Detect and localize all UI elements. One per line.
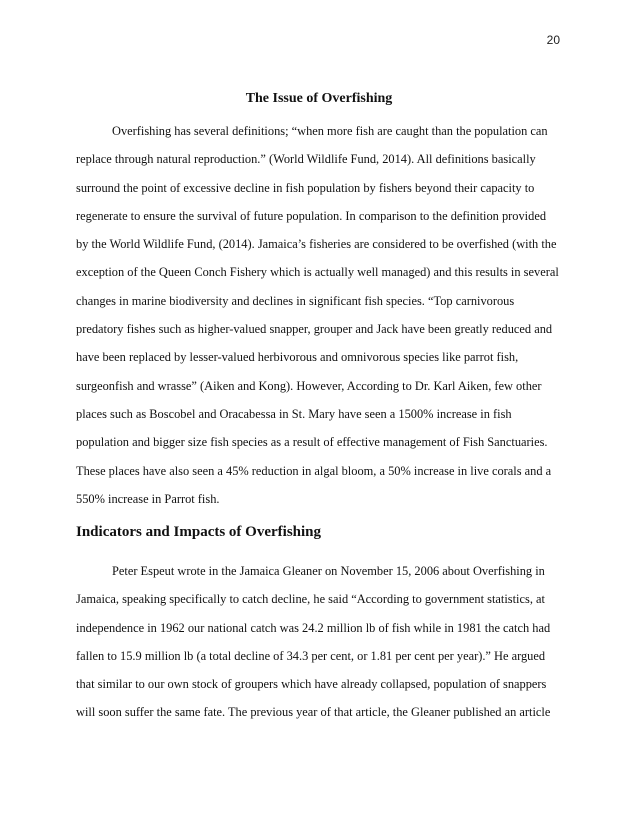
text-line: predatory fishes such as higher-valued snapper, grouper and Jack have been greatly reduced and — [76, 322, 553, 337]
text-line: surround the point of excessive decline in fish population by fishers beyond their capacity to — [76, 180, 535, 195]
text-line: that similar to our own stock of groupers which have already collapsed, population of snappers — [76, 677, 547, 692]
text-line: by the World Wildlife Fund, (2014). Jamaica’s fisheries are considered to be overfished (with the — [76, 237, 557, 252]
paragraph-overfishing-definition — [76, 117, 566, 513]
text-line: Overfishing has several definitions; “when more fish are caught than the population can — [112, 124, 548, 138]
page-number: 20 — [546, 33, 560, 47]
text-line: replace through natural reproduction.” (World Wildlife Fund, 2014). All definitions basically — [76, 152, 536, 167]
text-line: regenerate to ensure the survival of future population. In comparison to the definition provided — [76, 208, 547, 223]
text-line: changes in marine biodiversity and declines in significant fish species. “Top carnivorous — [76, 293, 515, 308]
text-line: have been replaced by lesser-valued herbivorous and omnivorous species like parrot fish, — [76, 350, 519, 365]
paragraph-indicators — [76, 557, 566, 727]
text-line: 550% increase in Parrot fish. — [76, 491, 220, 506]
section-heading: Indicators and Impacts of Overfishing — [76, 524, 322, 540]
text-line: exception of the Queen Conch Fishery which is actually well managed) and this results in several — [76, 265, 559, 280]
text-line: will soon suffer the same fate. The previous year of that article, the Gleaner published an article — [76, 705, 551, 720]
section-title: The Issue of Overfishing — [245, 91, 393, 106]
text-line: population and bigger size fish species as a result of effective management of Fish Sanctuaries. — [76, 435, 548, 450]
text-line: places such as Boscobel and Oracabessa in St. Mary have seen a 1500% increase in fish — [76, 406, 512, 421]
text-line: These places have also seen a 45% reduction in algal bloom, a 50% increase in live corals and a — [76, 463, 552, 478]
text-line: surgeonfish and wrasse” (Aiken and Kong). However, According to Dr. Karl Aiken, few other — [76, 378, 542, 393]
text-line: independence in 1962 our national catch was 24.2 million lb of fish while in 1981 the catch had — [76, 620, 551, 635]
text-line: Peter Espeut wrote in the Jamaica Gleaner on November 15, 2006 about Overfishing in — [112, 564, 545, 578]
text-line: fallen to 15.9 million lb (a total decline of 34.3 per cent, or 1.81 per cent per year).” He argued — [76, 648, 546, 663]
text-line: Jamaica, speaking specifically to catch decline, he said “According to government statistics, at — [76, 592, 545, 607]
